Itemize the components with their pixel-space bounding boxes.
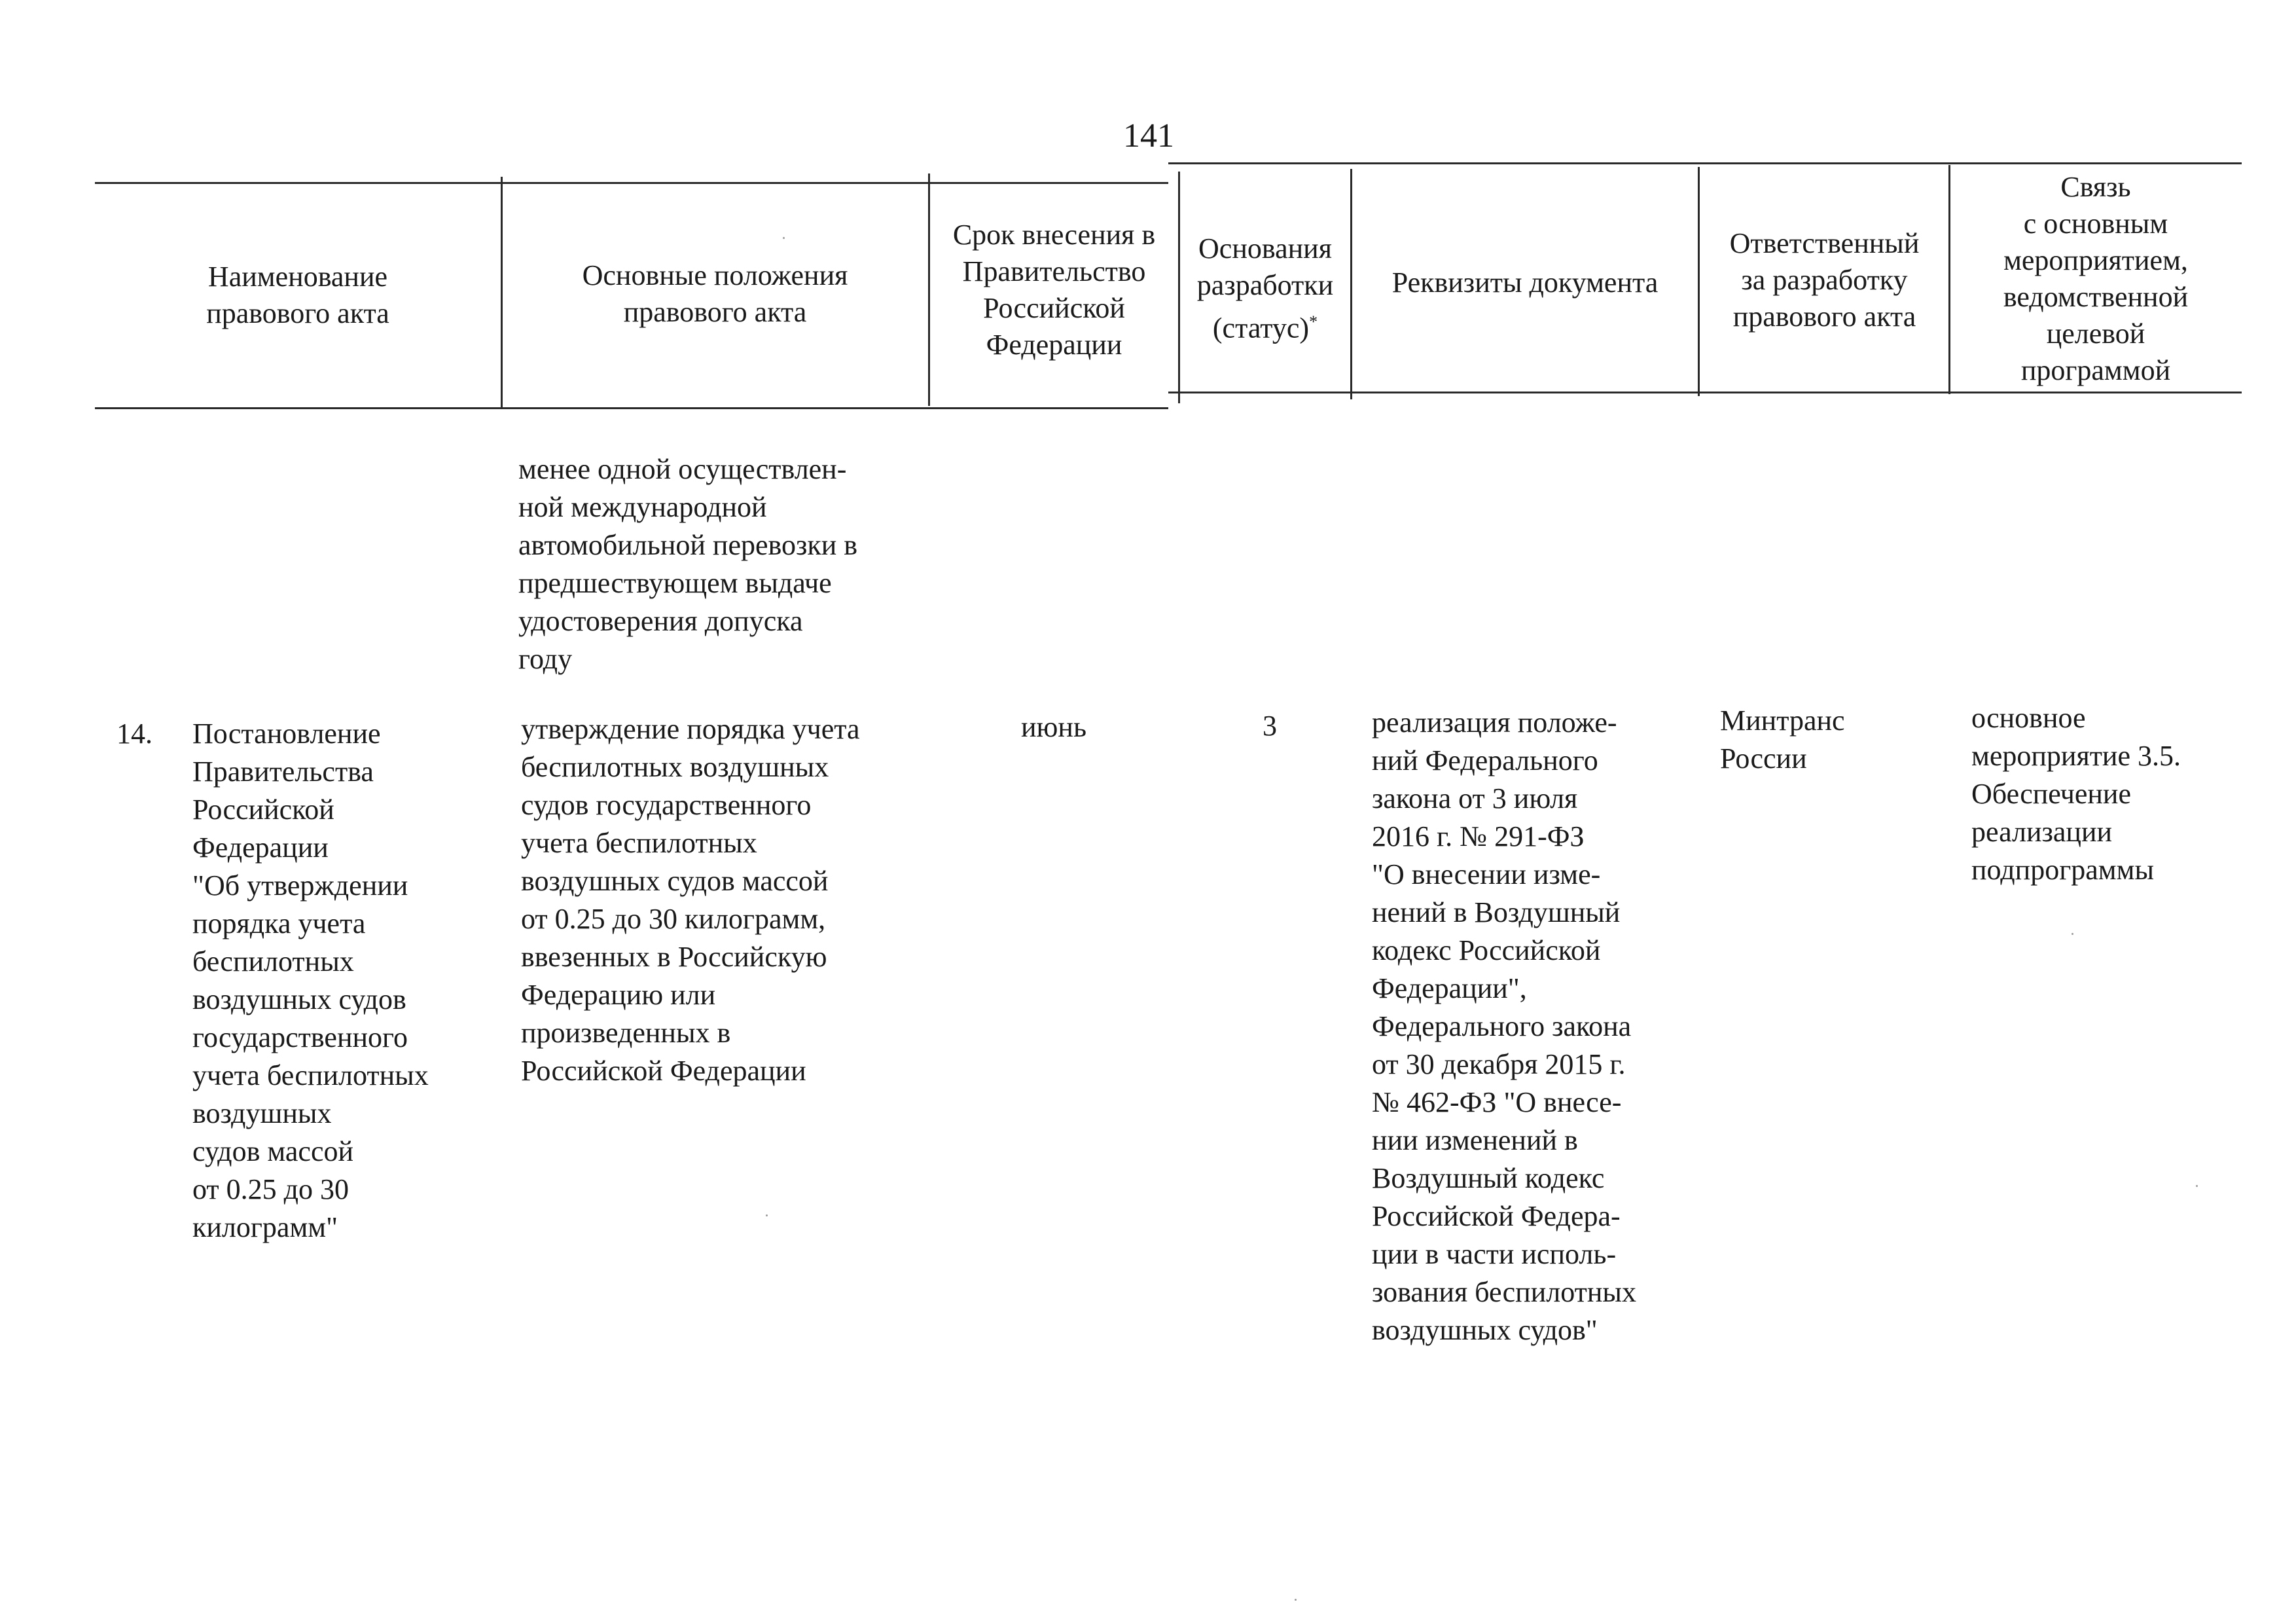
column-divider-3 [1178, 172, 1180, 403]
row-number: 14. [117, 718, 152, 750]
scan-speck [2196, 1185, 2198, 1187]
column-divider-1 [501, 177, 503, 407]
row-act-name: Постановление Правительства Российской Федерации "Об утверждении порядка учета беспилотных воздушных судов государственного учета беспилотных воздушных судов массой от 0.25 до 30 килограмм" [192, 718, 429, 1243]
row-responsible-developer: Минтранс России [1720, 704, 1845, 775]
column-divider-4 [1350, 169, 1352, 399]
header-development-grounds-text: Основания разработки (статус) [1196, 232, 1334, 344]
header-main-provisions: Основные положения правового акта [582, 259, 848, 328]
header-development-grounds [1181, 175, 1349, 401]
page-number: 141 [1123, 117, 1174, 155]
continued-provisions-text: менее одной осуществлен- ной международной автомобильной перевозки в предшествующем выдаче удостоверения допуска году [518, 453, 858, 675]
row-development-grounds: 3 [1263, 710, 1277, 742]
header-act-name: Наименование правового акта [206, 261, 389, 329]
row-program-link: основное мероприятие 3.5. Обеспечение реализации подпрограммы [1971, 702, 2181, 886]
column-divider-5 [1698, 167, 1700, 396]
row-main-provisions: утверждение порядка учета беспилотных воздушных судов государственного учета беспилотных воздушных судов массой от 0.25 до 30 килограмм, ввезенных в Российскую Федерацию или произведенных в Российской Федерации [521, 713, 860, 1087]
scan-speck [783, 237, 785, 239]
row-submission-deadline: июнь [1020, 711, 1087, 743]
scan-speck [1295, 1599, 1297, 1601]
header-responsible-developer: Ответственный за разработку правового акта [1729, 227, 1920, 333]
header-submission-deadline: Срок внесения в Правительство Российской Федерации [952, 218, 1156, 361]
header-document-requisites: Реквизиты документа [1391, 266, 1659, 299]
table-top-rule-right [1168, 162, 2242, 164]
header-program-link: Связь с основным мероприятием, ведомственной целевой программой [2003, 171, 2189, 386]
column-divider-2 [928, 173, 930, 406]
scan-speck [2072, 933, 2073, 935]
column-divider-6 [1948, 165, 1950, 394]
table-header-bottom-rule-left [95, 407, 1168, 409]
row-document-requisites: реализация положе- ний Федерального закона от 3 июля 2016 г. № 291-ФЗ "О внесении изме- нений в Воздушный кодекс Российской Федерации", Федерального закона от 30 декабря 2015 г. № 462-ФЗ "О внесе- нии изменений в Воздушный кодекс Российской Федера- ции в части исполь- зования беспилотных воздушных судов" [1372, 706, 1636, 1346]
scan-speck [766, 1214, 768, 1216]
footnote-asterisk: * [1309, 312, 1318, 331]
